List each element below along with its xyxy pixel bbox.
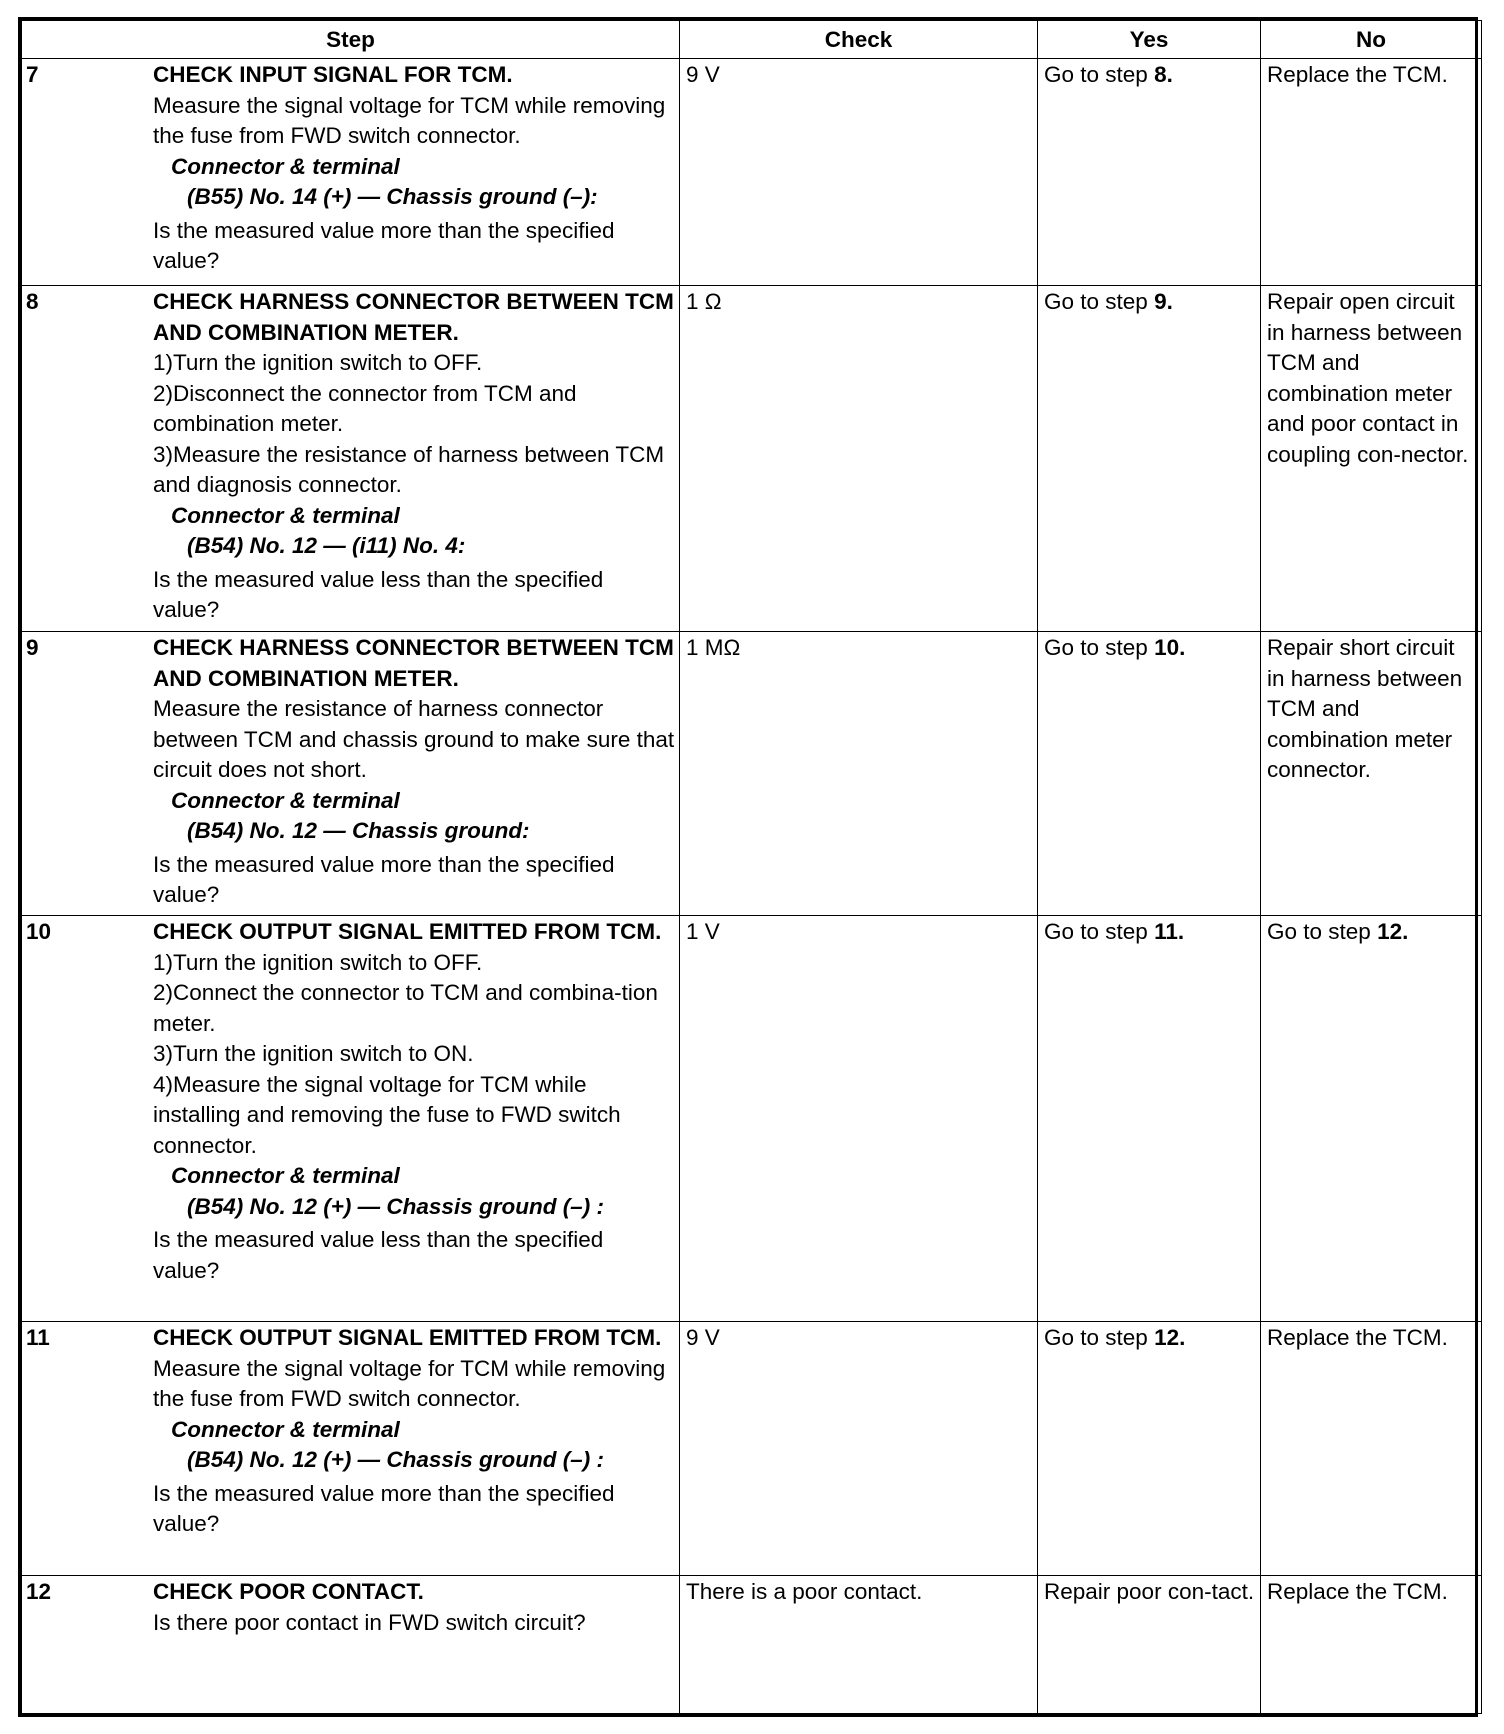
terminal-spec: (B54) No. 12 — (i11) No. 4:	[187, 533, 466, 558]
no-step-ref: 12.	[1377, 919, 1409, 944]
no-cell: Repair open circuit in harness between TCM and combination meter and poor contact in coupling con-nector.	[1261, 286, 1482, 632]
header-no: No	[1261, 21, 1482, 59]
step-title: CHECK HARNESS CONNECTOR BETWEEN TCM AND COMBINATION METER.	[153, 635, 674, 691]
terminal-spec: (B54) No. 12 (+) — Chassis ground (–) :	[187, 1447, 604, 1472]
terminal-spec: (B54) No. 12 (+) — Chassis ground (–) :	[187, 1193, 604, 1219]
connector-label: Connector & terminal	[171, 787, 400, 813]
no-text: Go to step	[1267, 919, 1378, 944]
table-row	[22, 59, 1482, 286]
check-cell: 1 V	[680, 916, 1038, 1322]
table-row	[22, 286, 1482, 632]
yes-cell	[1038, 632, 1261, 916]
step-question: Is the measured value more than the specified value?	[153, 217, 615, 273]
procedure-step: 1)Turn the ignition switch to OFF.	[153, 949, 483, 975]
step-title: CHECK HARNESS CONNECTOR BETWEEN TCM AND COMBINATION METER.	[153, 289, 674, 345]
header-step: Step	[22, 21, 680, 59]
step-title: CHECK OUTPUT SIGNAL EMITTED FROM TCM.	[153, 919, 662, 944]
no-cell: Replace the TCM.	[1261, 1322, 1482, 1576]
header-row	[22, 21, 1482, 59]
no-cell: Repair short circuit in harness between TCM and combination meter connector.	[1261, 632, 1482, 916]
step-question: Is the measured value more than the specified value?	[153, 851, 615, 907]
procedure-step: 2)Disconnect the connector from TCM and combination meter.	[153, 380, 577, 436]
yes-step-ref: 9.	[1154, 289, 1173, 314]
step-title: CHECK OUTPUT SIGNAL EMITTED FROM TCM.	[153, 1325, 662, 1350]
yes-text: Go to step	[1044, 1325, 1155, 1350]
step-description: Measure the signal voltage for TCM while removing the fuse from FWD switch connector.	[153, 92, 666, 148]
yes-cell: Repair poor con-tact.	[1038, 1576, 1261, 1714]
header-yes: Yes	[1038, 21, 1261, 59]
check-cell: 9 V	[680, 59, 1038, 286]
yes-cell	[1038, 1322, 1261, 1576]
step-cell	[22, 632, 680, 916]
step-question: Is the measured value less than the specified value?	[153, 1227, 604, 1283]
procedure-step: 3)Turn the ignition switch to ON.	[153, 1041, 474, 1066]
yes-cell	[1038, 59, 1261, 286]
no-cell	[1261, 916, 1482, 1322]
table-row	[22, 1322, 1482, 1576]
step-description: Measure the signal voltage for TCM while removing the fuse from FWD switch connector.	[153, 1355, 666, 1411]
step-title: CHECK INPUT SIGNAL FOR TCM.	[153, 62, 513, 87]
header-check: Check	[680, 21, 1038, 59]
step-number: 7	[26, 62, 39, 87]
step-question: Is the measured value more than the specified value?	[153, 1480, 615, 1536]
step-number: 10	[26, 919, 52, 944]
procedure-step: 4)Measure the signal voltage for TCM while installing and removing the fuse to FWD switch connector.	[153, 1071, 621, 1158]
step-description: Measure the resistance of harness connector between TCM and chassis ground to make sure that circuit does not short.	[153, 696, 675, 782]
step-cell	[22, 1576, 680, 1714]
terminal-spec: (B55) No. 14 (+) — Chassis ground (–):	[187, 184, 598, 209]
step-number: 12	[26, 1579, 52, 1604]
step-question: Is the measured value less than the specified value?	[153, 566, 604, 622]
connector-label: Connector & terminal	[171, 1163, 400, 1188]
terminal-spec: (B54) No. 12 — Chassis ground:	[187, 818, 530, 843]
step-cell	[22, 59, 680, 286]
step-question: Is there poor contact in FWD switch circuit?	[153, 1609, 586, 1635]
step-title: CHECK POOR CONTACT.	[153, 1579, 424, 1604]
diagnostic-table-page	[18, 17, 1478, 1717]
yes-cell	[1038, 916, 1261, 1322]
diagnostic-table	[21, 20, 1482, 1714]
yes-text: Go to step	[1044, 635, 1155, 660]
yes-step-ref: 10.	[1154, 635, 1186, 660]
step-cell	[22, 286, 680, 632]
procedure-step: 1)Turn the ignition switch to OFF.	[153, 350, 483, 375]
yes-text: Go to step	[1044, 919, 1155, 944]
yes-text: Go to step	[1044, 62, 1155, 87]
no-cell: Replace the TCM.	[1261, 59, 1482, 286]
yes-text: Go to step	[1044, 289, 1155, 314]
procedure-step: 3)Measure the resistance of harness between TCM and diagnosis connector.	[153, 441, 665, 497]
yes-step-ref: 11.	[1154, 919, 1185, 944]
yes-cell	[1038, 286, 1261, 632]
step-number: 8	[26, 289, 39, 314]
connector-label: Connector & terminal	[171, 502, 400, 528]
yes-step-ref: 8.	[1154, 62, 1173, 87]
connector-label: Connector & terminal	[171, 153, 400, 179]
step-cell	[22, 916, 680, 1322]
step-number: 9	[26, 635, 39, 660]
table-row	[22, 916, 1482, 1322]
connector-label: Connector & terminal	[171, 1416, 400, 1442]
table-row	[22, 632, 1482, 916]
procedure-step: 2)Connect the connector to TCM and combina-tion meter.	[153, 980, 658, 1036]
check-cell: There is a poor contact.	[680, 1576, 1038, 1714]
step-cell	[22, 1322, 680, 1576]
check-cell: 1 MΩ	[680, 632, 1038, 916]
yes-step-ref: 12.	[1154, 1325, 1186, 1350]
no-cell: Replace the TCM.	[1261, 1576, 1482, 1714]
check-cell: 1 Ω	[680, 286, 1038, 632]
step-number: 11	[26, 1325, 50, 1350]
check-cell: 9 V	[680, 1322, 1038, 1576]
table-row	[22, 1576, 1482, 1714]
